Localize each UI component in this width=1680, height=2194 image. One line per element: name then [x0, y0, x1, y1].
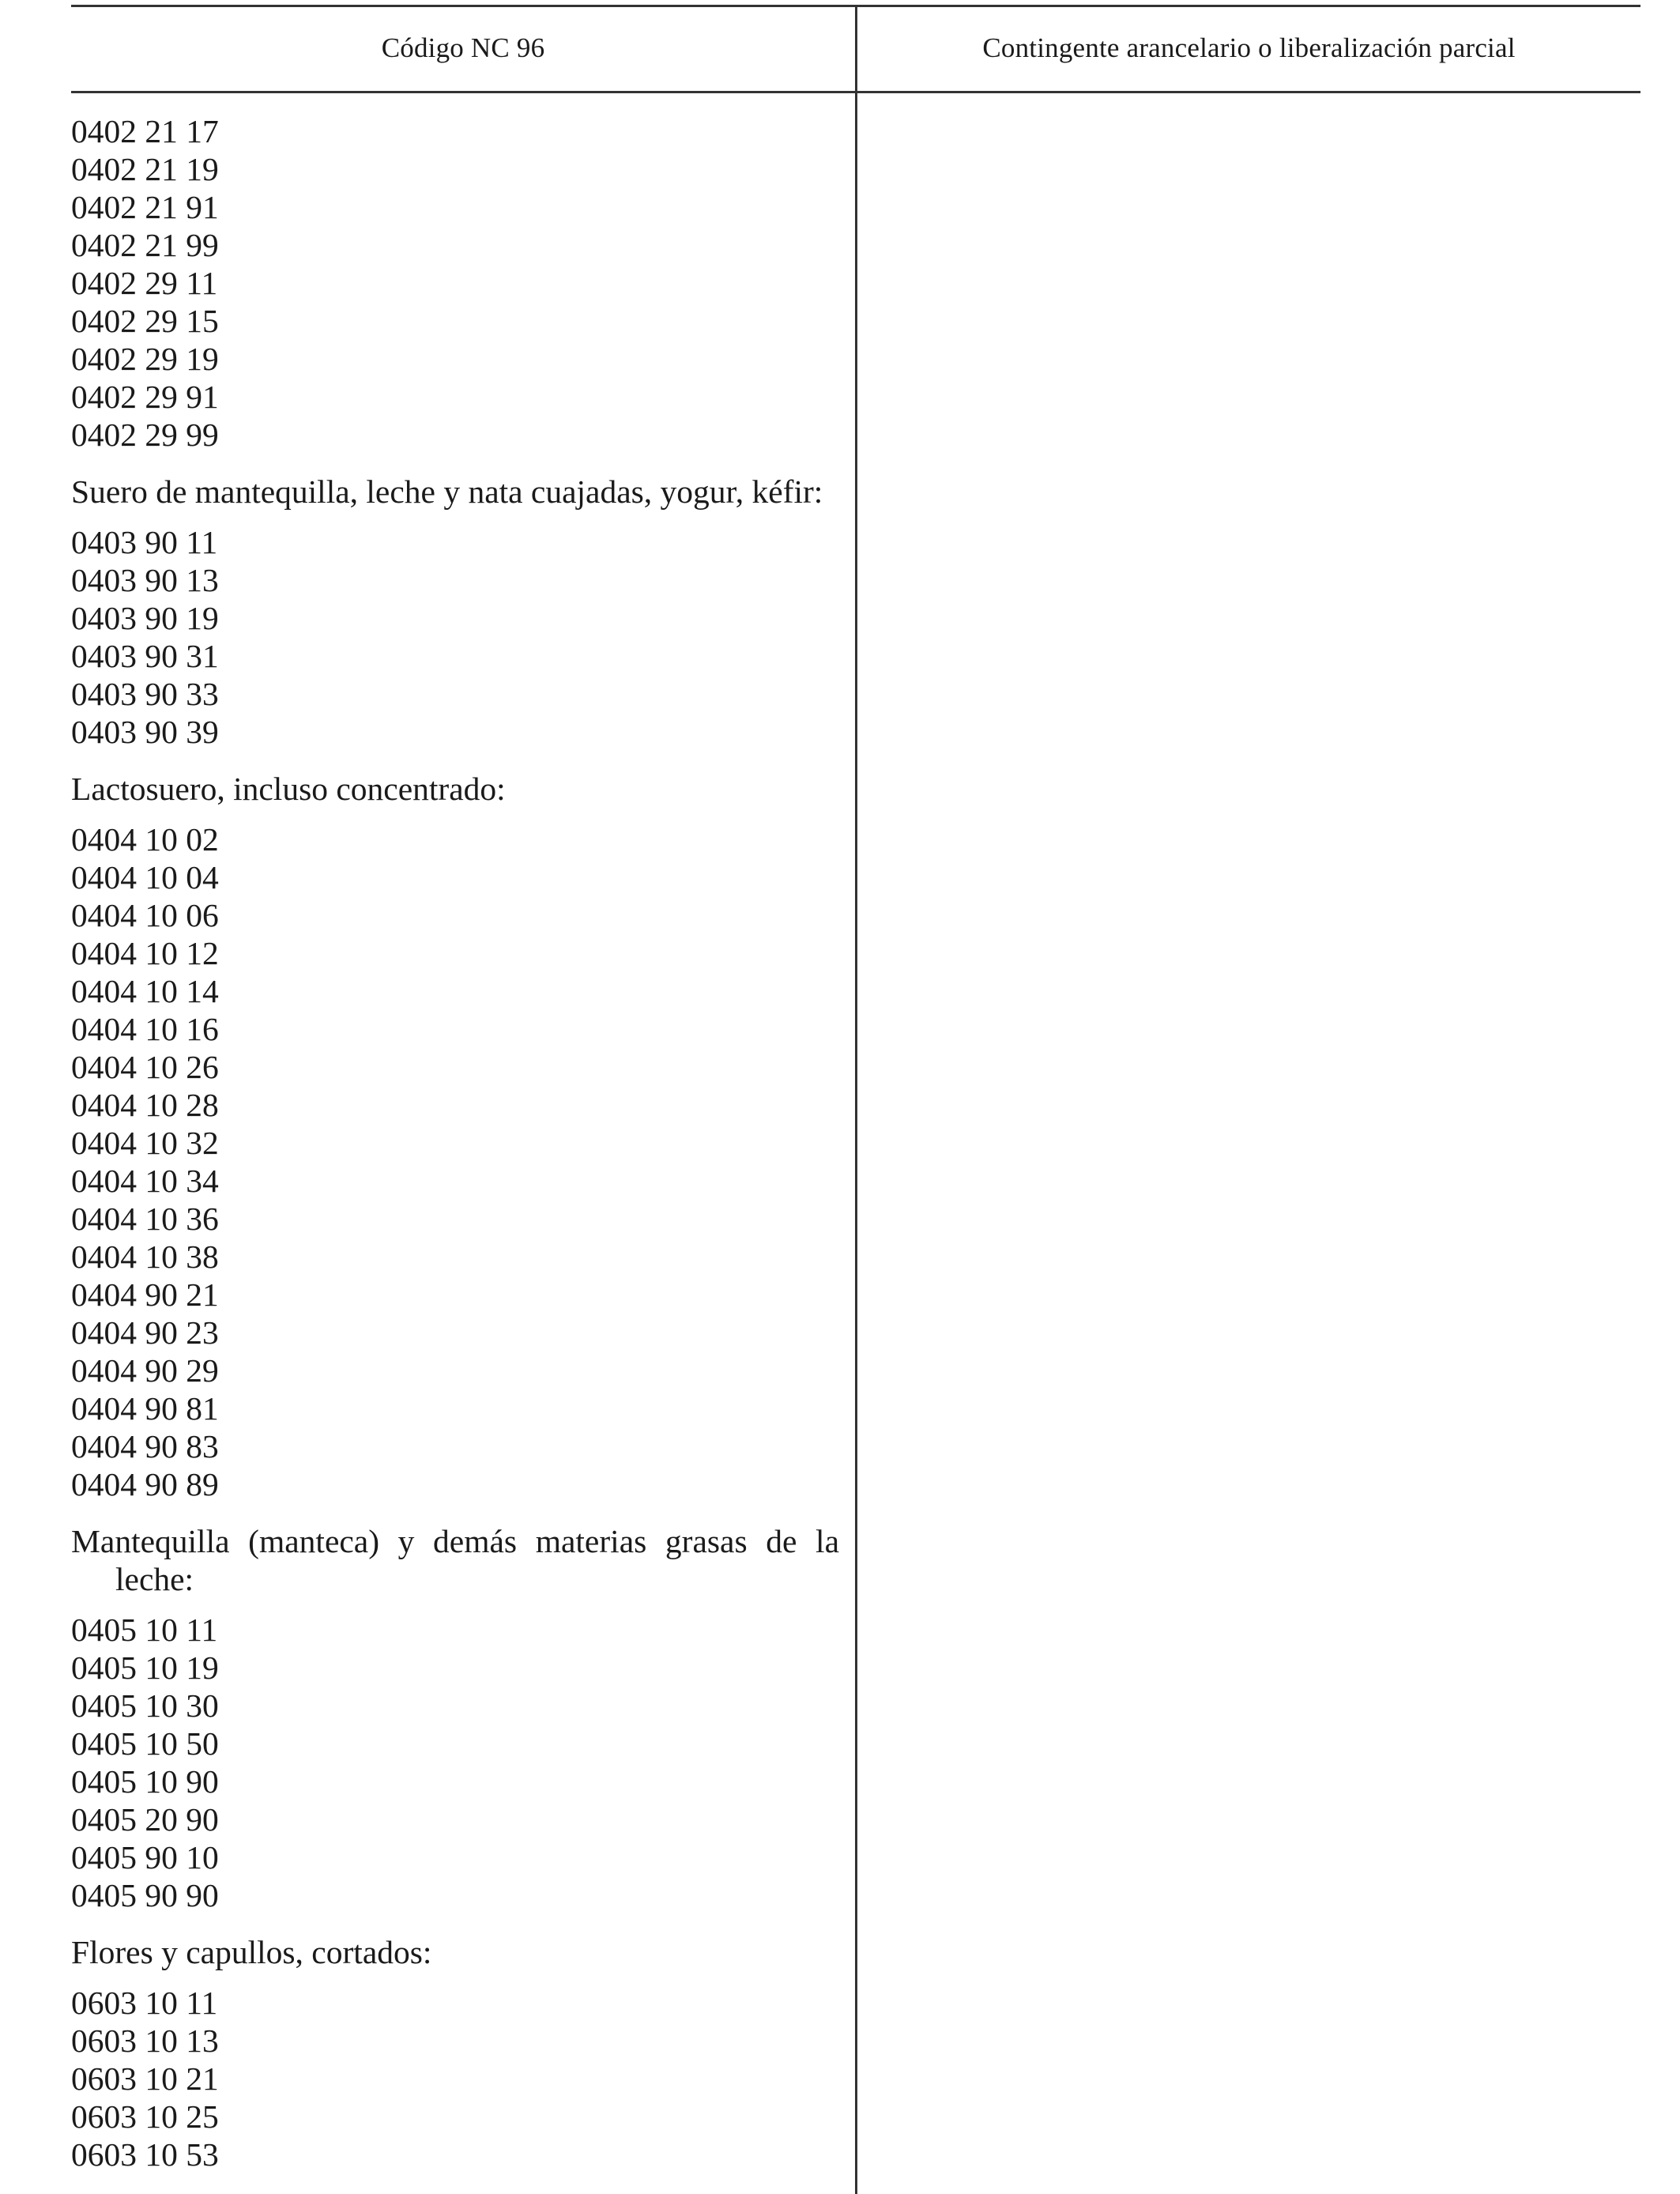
- nc-code: 0404 10 04: [71, 859, 219, 895]
- nc-code: 0402 21 19: [71, 151, 219, 187]
- nc-code: 0403 90 11: [71, 524, 218, 560]
- nc-code: 0603 10 25: [71, 2098, 219, 2135]
- code-group: [71, 1522, 839, 1914]
- nc-code: 0405 90 90: [71, 1877, 219, 1913]
- nc-code: 0402 21 99: [71, 227, 219, 263]
- code-group: [71, 1933, 839, 2173]
- group-heading: Suero de mantequilla, leche y nata cuajadas, yogur, kéfir:: [71, 473, 823, 510]
- code-group: [71, 770, 839, 1503]
- nc-code: 0402 21 17: [71, 113, 219, 149]
- nc-code: 0603 10 53: [71, 2136, 219, 2173]
- nc-code: 0402 21 91: [71, 189, 219, 225]
- group-heading: Flores y capullos, cortados:: [71, 1934, 432, 1970]
- code-column: [71, 112, 839, 2173]
- nc-code: 0402 29 11: [71, 265, 218, 301]
- code-group: [71, 112, 839, 454]
- nc-code: 0404 90 83: [71, 1428, 219, 1465]
- nc-code: 0404 10 36: [71, 1201, 219, 1237]
- nc-code: 0403 90 13: [71, 562, 219, 598]
- nc-code: 0405 10 50: [71, 1725, 219, 1762]
- nc-code: 0403 90 39: [71, 714, 219, 750]
- nc-code: 0404 10 32: [71, 1125, 219, 1161]
- nc-code: 0403 90 33: [71, 676, 219, 712]
- nc-code: 0405 90 10: [71, 1839, 219, 1875]
- group-heading: Mantequilla (manteca) y demás materias grasas de la leche:: [71, 1523, 839, 1597]
- nc-code: 0405 10 19: [71, 1649, 219, 1686]
- nc-code: 0404 90 23: [71, 1314, 219, 1351]
- nc-code: 0404 10 16: [71, 1011, 219, 1047]
- column-divider: [855, 5, 857, 2194]
- nc-code: 0404 10 12: [71, 935, 219, 971]
- tariff-table: [71, 0, 1640, 2194]
- nc-code: 0404 10 02: [71, 821, 219, 858]
- group-heading: Lactosuero, incluso concentrado:: [71, 771, 506, 807]
- nc-code: 0404 10 38: [71, 1238, 219, 1275]
- nc-code: 0402 29 99: [71, 417, 219, 453]
- nc-code: 0402 29 15: [71, 303, 219, 339]
- nc-code: 0404 10 28: [71, 1087, 219, 1123]
- nc-code: 0403 90 31: [71, 638, 219, 674]
- nc-code: 0404 10 14: [71, 973, 219, 1009]
- nc-code: 0404 90 81: [71, 1390, 219, 1427]
- nc-code: 0402 29 91: [71, 379, 219, 415]
- nc-code: 0403 90 19: [71, 600, 219, 636]
- nc-code: 0405 20 90: [71, 1801, 219, 1838]
- nc-code: 0402 29 19: [71, 341, 219, 377]
- column-header-code: Código NC 96: [381, 32, 545, 63]
- code-group: [71, 473, 839, 751]
- column-header-quota: Contingente arancelario o liberalización parcial: [982, 32, 1516, 63]
- nc-code: 0405 10 90: [71, 1763, 219, 1800]
- nc-code: 0404 10 34: [71, 1163, 219, 1199]
- nc-code: 0404 90 21: [71, 1276, 219, 1313]
- nc-code: 0404 10 06: [71, 897, 219, 933]
- nc-code: 0603 10 21: [71, 2060, 219, 2097]
- nc-code: 0404 90 89: [71, 1466, 219, 1502]
- nc-code: 0405 10 30: [71, 1687, 219, 1724]
- nc-code: 0404 10 26: [71, 1049, 219, 1085]
- nc-code: 0603 10 11: [71, 1985, 218, 2021]
- nc-code: 0405 10 11: [71, 1612, 218, 1648]
- nc-code: 0404 90 29: [71, 1352, 219, 1389]
- nc-code: 0603 10 13: [71, 2022, 219, 2059]
